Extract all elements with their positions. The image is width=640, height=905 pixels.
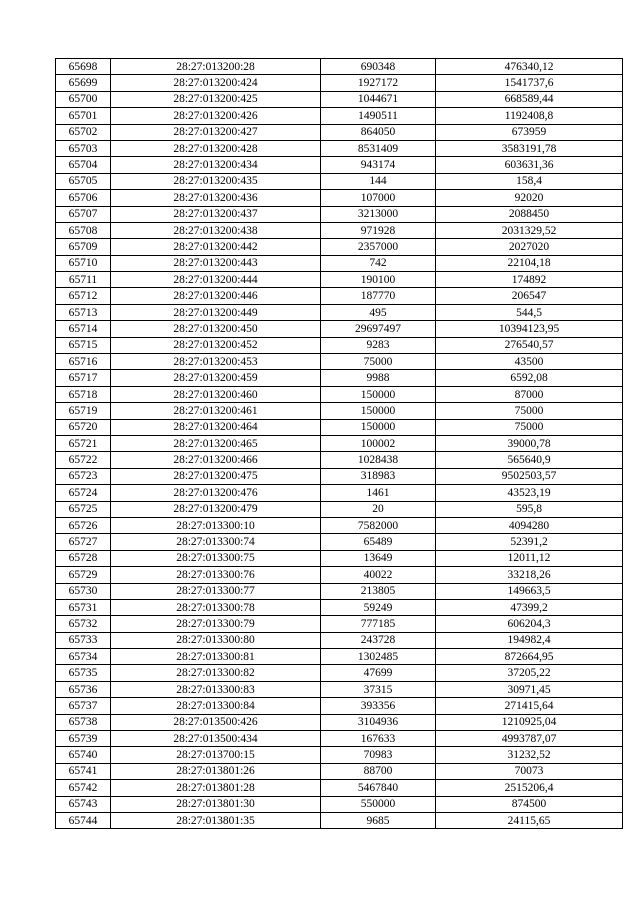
cadastral-number-cell: 28:27:013200:449 <box>111 304 321 320</box>
cadastral-number-cell: 28:27:013200:437 <box>111 206 321 222</box>
row-number-cell: 65738 <box>56 714 111 730</box>
row-number-cell: 65729 <box>56 567 111 583</box>
cadastral-number-cell: 28:27:013200:461 <box>111 403 321 419</box>
row-number-cell: 65725 <box>56 501 111 517</box>
table-row <box>56 239 623 255</box>
cadastral-number-cell: 28:27:013200:450 <box>111 321 321 337</box>
cadastral-number-cell: 28:27:013200:28 <box>111 59 321 75</box>
area-value-cell: 47699 <box>321 665 436 681</box>
area-value-cell: 75000 <box>321 354 436 370</box>
area-value-cell: 495 <box>321 304 436 320</box>
cadastral-number-cell: 28:27:013200:460 <box>111 386 321 402</box>
cadastral-number-cell: 28:27:013300:84 <box>111 698 321 714</box>
cost-value-cell: 4993787,07 <box>436 731 623 747</box>
cost-value-cell: 1541737,6 <box>436 75 623 91</box>
table-row <box>56 517 623 533</box>
area-value-cell: 690348 <box>321 59 436 75</box>
table-row <box>56 534 623 550</box>
cadastral-number-cell: 28:27:013200:466 <box>111 452 321 468</box>
row-number-cell: 65708 <box>56 222 111 238</box>
area-value-cell: 943174 <box>321 157 436 173</box>
area-value-cell: 40022 <box>321 567 436 583</box>
area-value-cell: 150000 <box>321 403 436 419</box>
area-value-cell: 1490511 <box>321 108 436 124</box>
cadastral-number-cell: 28:27:013200:442 <box>111 239 321 255</box>
area-value-cell: 59249 <box>321 599 436 615</box>
cost-value-cell: 476340,12 <box>436 59 623 75</box>
cadastral-number-cell: 28:27:013300:80 <box>111 632 321 648</box>
cost-value-cell: 75000 <box>436 419 623 435</box>
cost-value-cell: 2031329,52 <box>436 222 623 238</box>
cost-value-cell: 544,5 <box>436 304 623 320</box>
area-value-cell: 3213000 <box>321 206 436 222</box>
cost-value-cell: 603631,36 <box>436 157 623 173</box>
table-row <box>56 124 623 140</box>
row-number-cell: 65713 <box>56 304 111 320</box>
row-number-cell: 65717 <box>56 370 111 386</box>
row-number-cell: 65728 <box>56 550 111 566</box>
cost-value-cell: 70073 <box>436 763 623 779</box>
area-value-cell: 37315 <box>321 681 436 697</box>
area-value-cell: 2357000 <box>321 239 436 255</box>
table-row <box>56 599 623 615</box>
cadastral-number-cell: 28:27:013801:35 <box>111 812 321 828</box>
cost-value-cell: 874500 <box>436 796 623 812</box>
cadastral-number-cell: 28:27:013500:426 <box>111 714 321 730</box>
cadastral-number-cell: 28:27:013200:435 <box>111 173 321 189</box>
table-row <box>56 173 623 189</box>
area-value-cell: 9685 <box>321 812 436 828</box>
cadastral-number-cell: 28:27:013300:10 <box>111 517 321 533</box>
table-row <box>56 812 623 828</box>
row-number-cell: 65732 <box>56 616 111 632</box>
row-number-cell: 65714 <box>56 321 111 337</box>
table-row <box>56 681 623 697</box>
row-number-cell: 65724 <box>56 485 111 501</box>
cadastral-number-cell: 28:27:013200:452 <box>111 337 321 353</box>
row-number-cell: 65704 <box>56 157 111 173</box>
cadastral-number-cell: 28:27:013300:75 <box>111 550 321 566</box>
cost-value-cell: 33218,26 <box>436 567 623 583</box>
table-row <box>56 59 623 75</box>
table-row <box>56 731 623 747</box>
table-row <box>56 222 623 238</box>
row-number-cell: 65723 <box>56 468 111 484</box>
cost-value-cell: 6592,08 <box>436 370 623 386</box>
area-value-cell: 150000 <box>321 419 436 435</box>
cadastral-number-cell: 28:27:013300:82 <box>111 665 321 681</box>
table-row <box>56 616 623 632</box>
row-number-cell: 65712 <box>56 288 111 304</box>
area-value-cell: 5467840 <box>321 780 436 796</box>
table-row <box>56 550 623 566</box>
cost-value-cell: 673959 <box>436 124 623 140</box>
cost-value-cell: 1210925,04 <box>436 714 623 730</box>
cost-value-cell: 92020 <box>436 190 623 206</box>
cost-value-cell: 2088450 <box>436 206 623 222</box>
row-number-cell: 65735 <box>56 665 111 681</box>
area-value-cell: 1044671 <box>321 91 436 107</box>
cost-value-cell: 194982,4 <box>436 632 623 648</box>
area-value-cell: 742 <box>321 255 436 271</box>
row-number-cell: 65727 <box>56 534 111 550</box>
cost-value-cell: 271415,64 <box>436 698 623 714</box>
area-value-cell: 144 <box>321 173 436 189</box>
table-row <box>56 354 623 370</box>
table-row <box>56 75 623 91</box>
row-number-cell: 65716 <box>56 354 111 370</box>
cost-value-cell: 149663,5 <box>436 583 623 599</box>
cadastral-number-cell: 28:27:013200:434 <box>111 157 321 173</box>
cadastral-number-cell: 28:27:013200:424 <box>111 75 321 91</box>
row-number-cell: 65709 <box>56 239 111 255</box>
table-row <box>56 435 623 451</box>
table-row <box>56 747 623 763</box>
cost-value-cell: 174892 <box>436 272 623 288</box>
cost-value-cell: 668589,44 <box>436 91 623 107</box>
row-number-cell: 65734 <box>56 649 111 665</box>
row-number-cell: 65733 <box>56 632 111 648</box>
cost-value-cell: 3583191,78 <box>436 140 623 156</box>
area-value-cell: 1028438 <box>321 452 436 468</box>
cadastral-number-cell: 28:27:013300:79 <box>111 616 321 632</box>
cost-value-cell: 206547 <box>436 288 623 304</box>
table-row <box>56 386 623 402</box>
table-row <box>56 485 623 501</box>
cadastral-number-cell: 28:27:013200:476 <box>111 485 321 501</box>
area-value-cell: 8531409 <box>321 140 436 156</box>
table-row <box>56 567 623 583</box>
cost-value-cell: 52391,2 <box>436 534 623 550</box>
area-value-cell: 971928 <box>321 222 436 238</box>
table-row <box>56 190 623 206</box>
cadastral-number-cell: 28:27:013200:427 <box>111 124 321 140</box>
cost-value-cell: 872664,95 <box>436 649 623 665</box>
area-value-cell: 3104936 <box>321 714 436 730</box>
table-row <box>56 583 623 599</box>
cost-value-cell: 565640,9 <box>436 452 623 468</box>
row-number-cell: 65707 <box>56 206 111 222</box>
cadastral-number-cell: 28:27:013300:77 <box>111 583 321 599</box>
row-number-cell: 65700 <box>56 91 111 107</box>
table-row <box>56 796 623 812</box>
area-value-cell: 65489 <box>321 534 436 550</box>
cadastral-number-cell: 28:27:013700:15 <box>111 747 321 763</box>
area-value-cell: 1461 <box>321 485 436 501</box>
row-number-cell: 65715 <box>56 337 111 353</box>
table-row <box>56 140 623 156</box>
cost-value-cell: 595,8 <box>436 501 623 517</box>
area-value-cell: 393356 <box>321 698 436 714</box>
row-number-cell: 65701 <box>56 108 111 124</box>
area-value-cell: 243728 <box>321 632 436 648</box>
area-value-cell: 1302485 <box>321 649 436 665</box>
area-value-cell: 70983 <box>321 747 436 763</box>
area-value-cell: 29697497 <box>321 321 436 337</box>
cadastral-number-cell: 28:27:013200:479 <box>111 501 321 517</box>
cost-value-cell: 1192408,8 <box>436 108 623 124</box>
table-row <box>56 288 623 304</box>
table-row <box>56 665 623 681</box>
row-number-cell: 65740 <box>56 747 111 763</box>
area-value-cell: 88700 <box>321 763 436 779</box>
cost-value-cell: 158,4 <box>436 173 623 189</box>
area-value-cell: 13649 <box>321 550 436 566</box>
cost-value-cell: 12011,12 <box>436 550 623 566</box>
row-number-cell: 65719 <box>56 403 111 419</box>
table-row <box>56 649 623 665</box>
cadastral-number-cell: 28:27:013200:426 <box>111 108 321 124</box>
area-value-cell: 190100 <box>321 272 436 288</box>
cadastral-number-cell: 28:27:013200:453 <box>111 354 321 370</box>
row-number-cell: 65737 <box>56 698 111 714</box>
table-row <box>56 632 623 648</box>
area-value-cell: 777185 <box>321 616 436 632</box>
table-row <box>56 91 623 107</box>
cadastral-number-cell: 28:27:013200:438 <box>111 222 321 238</box>
cost-value-cell: 87000 <box>436 386 623 402</box>
cost-value-cell: 606204,3 <box>436 616 623 632</box>
cost-value-cell: 276540,57 <box>436 337 623 353</box>
row-number-cell: 65702 <box>56 124 111 140</box>
cadastral-number-cell: 28:27:013801:28 <box>111 780 321 796</box>
row-number-cell: 65739 <box>56 731 111 747</box>
row-number-cell: 65710 <box>56 255 111 271</box>
cadastral-number-cell: 28:27:013801:26 <box>111 763 321 779</box>
cadastral-number-cell: 28:27:013200:475 <box>111 468 321 484</box>
table-row <box>56 698 623 714</box>
table-row <box>56 272 623 288</box>
cadastral-number-cell: 28:27:013200:464 <box>111 419 321 435</box>
row-number-cell: 65718 <box>56 386 111 402</box>
table-row <box>56 321 623 337</box>
cost-value-cell: 47399,2 <box>436 599 623 615</box>
row-number-cell: 65742 <box>56 780 111 796</box>
cadastral-number-cell: 28:27:013500:434 <box>111 731 321 747</box>
row-number-cell: 65706 <box>56 190 111 206</box>
table-row <box>56 157 623 173</box>
data-table <box>55 58 623 829</box>
cost-value-cell: 24115,65 <box>436 812 623 828</box>
table-row <box>56 108 623 124</box>
area-value-cell: 9988 <box>321 370 436 386</box>
row-number-cell: 65720 <box>56 419 111 435</box>
row-number-cell: 65705 <box>56 173 111 189</box>
cadastral-number-cell: 28:27:013200:443 <box>111 255 321 271</box>
area-value-cell: 167633 <box>321 731 436 747</box>
cadastral-number-cell: 28:27:013300:83 <box>111 681 321 697</box>
row-number-cell: 65744 <box>56 812 111 828</box>
area-value-cell: 213805 <box>321 583 436 599</box>
row-number-cell: 65736 <box>56 681 111 697</box>
area-value-cell: 9283 <box>321 337 436 353</box>
table-row <box>56 206 623 222</box>
row-number-cell: 65743 <box>56 796 111 812</box>
row-number-cell: 65730 <box>56 583 111 599</box>
table-row <box>56 419 623 435</box>
table-row <box>56 337 623 353</box>
table-row <box>56 304 623 320</box>
row-number-cell: 65731 <box>56 599 111 615</box>
table-row <box>56 370 623 386</box>
cost-value-cell: 10394123,95 <box>436 321 623 337</box>
cadastral-number-cell: 28:27:013300:78 <box>111 599 321 615</box>
cost-value-cell: 9502503,57 <box>436 468 623 484</box>
cadastral-number-cell: 28:27:013300:76 <box>111 567 321 583</box>
table-row <box>56 468 623 484</box>
cost-value-cell: 22104,18 <box>436 255 623 271</box>
cadastral-number-cell: 28:27:013300:74 <box>111 534 321 550</box>
table-row <box>56 501 623 517</box>
row-number-cell: 65726 <box>56 517 111 533</box>
table-body <box>56 59 623 829</box>
area-value-cell: 107000 <box>321 190 436 206</box>
cost-value-cell: 43500 <box>436 354 623 370</box>
row-number-cell: 65698 <box>56 59 111 75</box>
cost-value-cell: 39000,78 <box>436 435 623 451</box>
cadastral-number-cell: 28:27:013200:428 <box>111 140 321 156</box>
table-row <box>56 780 623 796</box>
area-value-cell: 7582000 <box>321 517 436 533</box>
cost-value-cell: 2515206,4 <box>436 780 623 796</box>
cost-value-cell: 4094280 <box>436 517 623 533</box>
row-number-cell: 65711 <box>56 272 111 288</box>
cost-value-cell: 75000 <box>436 403 623 419</box>
area-value-cell: 100002 <box>321 435 436 451</box>
table-row <box>56 763 623 779</box>
row-number-cell: 65741 <box>56 763 111 779</box>
cost-value-cell: 30971,45 <box>436 681 623 697</box>
area-value-cell: 318983 <box>321 468 436 484</box>
cadastral-number-cell: 28:27:013300:81 <box>111 649 321 665</box>
table-row <box>56 714 623 730</box>
cadastral-number-cell: 28:27:013200:425 <box>111 91 321 107</box>
table-row <box>56 452 623 468</box>
cadastral-number-cell: 28:27:013200:444 <box>111 272 321 288</box>
area-value-cell: 150000 <box>321 386 436 402</box>
cadastral-number-cell: 28:27:013801:30 <box>111 796 321 812</box>
area-value-cell: 20 <box>321 501 436 517</box>
table-row <box>56 255 623 271</box>
cadastral-number-cell: 28:27:013200:465 <box>111 435 321 451</box>
cadastral-number-cell: 28:27:013200:459 <box>111 370 321 386</box>
table-row <box>56 403 623 419</box>
row-number-cell: 65722 <box>56 452 111 468</box>
cadastral-number-cell: 28:27:013200:436 <box>111 190 321 206</box>
cost-value-cell: 31232,52 <box>436 747 623 763</box>
row-number-cell: 65699 <box>56 75 111 91</box>
area-value-cell: 1927172 <box>321 75 436 91</box>
cost-value-cell: 43523,19 <box>436 485 623 501</box>
cost-value-cell: 2027020 <box>436 239 623 255</box>
area-value-cell: 864050 <box>321 124 436 140</box>
area-value-cell: 550000 <box>321 796 436 812</box>
cost-value-cell: 37205,22 <box>436 665 623 681</box>
area-value-cell: 187770 <box>321 288 436 304</box>
cadastral-number-cell: 28:27:013200:446 <box>111 288 321 304</box>
row-number-cell: 65721 <box>56 435 111 451</box>
row-number-cell: 65703 <box>56 140 111 156</box>
